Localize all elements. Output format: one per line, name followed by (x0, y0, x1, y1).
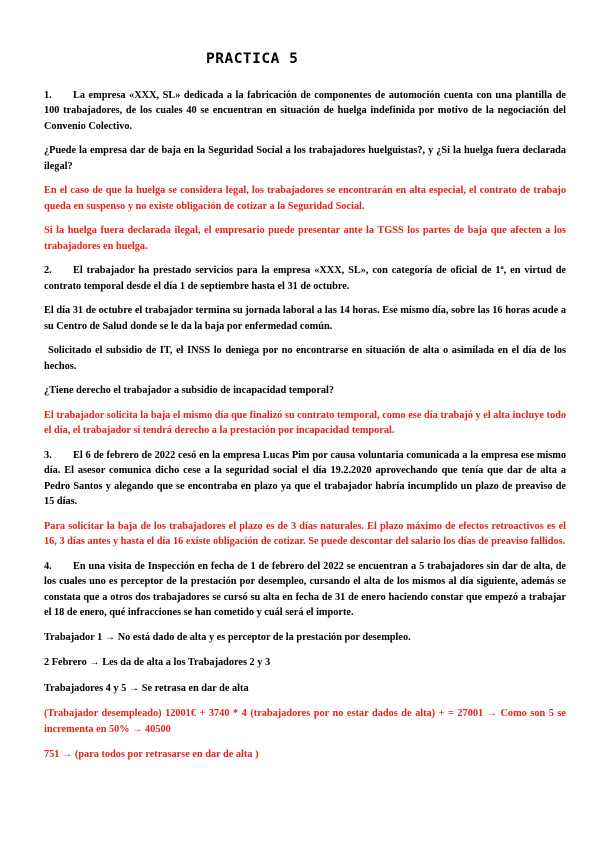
q4-answer-2: 751 → (para todos por retrasarse en dar de alta ) (44, 749, 259, 760)
q3-number: 3. (44, 449, 52, 461)
q2-question: ¿Tiene derecho el trabajador a subsidio de incapacidad temporal? (44, 385, 335, 396)
q2-statement-1-text: El trabajador ha prestado servicios para la empresa «XXX, SL», con categoría de oficial de 1ª, en virtud de contrato temporal desde el día 1 de septiembre hasta el 31 de octubre. (44, 265, 566, 292)
q4-line-1: Trabajador 1 → No está dado de alta y es perceptor de la prestación por desempleo. (44, 631, 411, 643)
q4-number: 4. (44, 560, 52, 572)
q4-line-2: 2 Febrero → Les da de alta a los Trabajadores 2 y 3 (44, 657, 271, 668)
q1-number: 1. (44, 89, 52, 101)
q1-question: ¿Puede la empresa dar de baja en la Seguridad Social a los trabajadores huelguistas?, y ¿Si la huelga fuera declarada ilegal? (44, 145, 566, 172)
q1-statement (44, 88, 566, 135)
q3-statement-text: El 6 de febrero de 2022 cesó en la empresa Lucas Pim por causa voluntaria comunicada a la empresa ese mismo día. El asesor comunica dicho cese a la seguridad social el día 19.2.2020 aprovechando que tenía que dar de alta a Pedro Santos y alegando que se encontraba en plazo ya que el trabajador habría incumplido un plazo de preaviso de 15 días. (44, 449, 566, 507)
q2-statement-3: Solicitado el subsidio de IT, el INSS lo deniega por no encontrarse en situación de alta o asimilada en el día de los hechos. (44, 345, 566, 372)
q3-answer: Para solicitar la baja de los trabajadores el plazo es de 3 días naturales. El plazo máximo de efectos retroactivos es el 16, 3 días antes y hasta el día 16 existe obligación de cotizar. Se puede descontar del salario los días de preaviso fallidos. (44, 520, 566, 547)
q1-statement-text: La empresa «XXX, SL» dedicada a la fabricación de componentes de automoción cuenta con una plantilla de 100 trabajadores, de los cuales 40 se encuentran en situación de huelga indefinida por motivo de la negociación del Convenio Colectivo. (44, 89, 566, 132)
q1-answer-1: En el caso de que la huelga se considera legal, los trabajadores se encontrarán en alta especial, el contrato de trabajo queda en suspenso y no existe obligación de cotizar a la Seguridad Social. (44, 185, 566, 212)
q2-answer: El trabajador solicita la baja el mismo día que finalizó su contrato temporal, como ese día trabajó y el alta incluye todo el día, el trabajador sí tendrá derecho a la prestación por incapacidad temporal. (44, 409, 566, 436)
document-page (44, 52, 566, 772)
q4-statement (44, 559, 566, 621)
q4-answer-1: (Trabajador desempleado) 12001€ + 3740 * 4 (trabajadores por no estar dados de alta) + = 27001 → Como son 5 se incrementa en 50% → 40500 (44, 708, 566, 735)
q2-number: 2. (44, 265, 52, 276)
q2-statement-1 (44, 263, 566, 294)
q3-statement (44, 448, 566, 510)
q1-answer-2: Si la huelga fuera declarada ilegal, el empresario puede presentar ante la TGSS los partes de baja que afecten a los trabajadores en huelga. (44, 225, 566, 252)
q2-statement-2: El día 31 de octubre el trabajador termina su jornada laboral a las 14 horas. Ese mismo día, sobre las 16 horas acude a su Centro de Salud donde se le da la baja por enfermedad común. (44, 305, 566, 332)
q4-statement-text: En una visita de Inspección en fecha de 1 de febrero del 2022 se encuentran a 5 trabajadores sin dar de alta, de los cuales uno es perceptor de la prestación por desempleo, cursando el alta de los mismos al día siguiente, además se constata que a otros dos trabajadores se cursó su alta en fecha de 31 de enero haciendo constar que empezó a trabajar el 18 de enero, qué infracciones se han cometido y cuál será el importe. (44, 560, 566, 618)
page-title: PRACTICA 5 (206, 51, 299, 67)
q4-line-3: Trabajadores 4 y 5 → Se retrasa en dar de alta (44, 682, 249, 694)
